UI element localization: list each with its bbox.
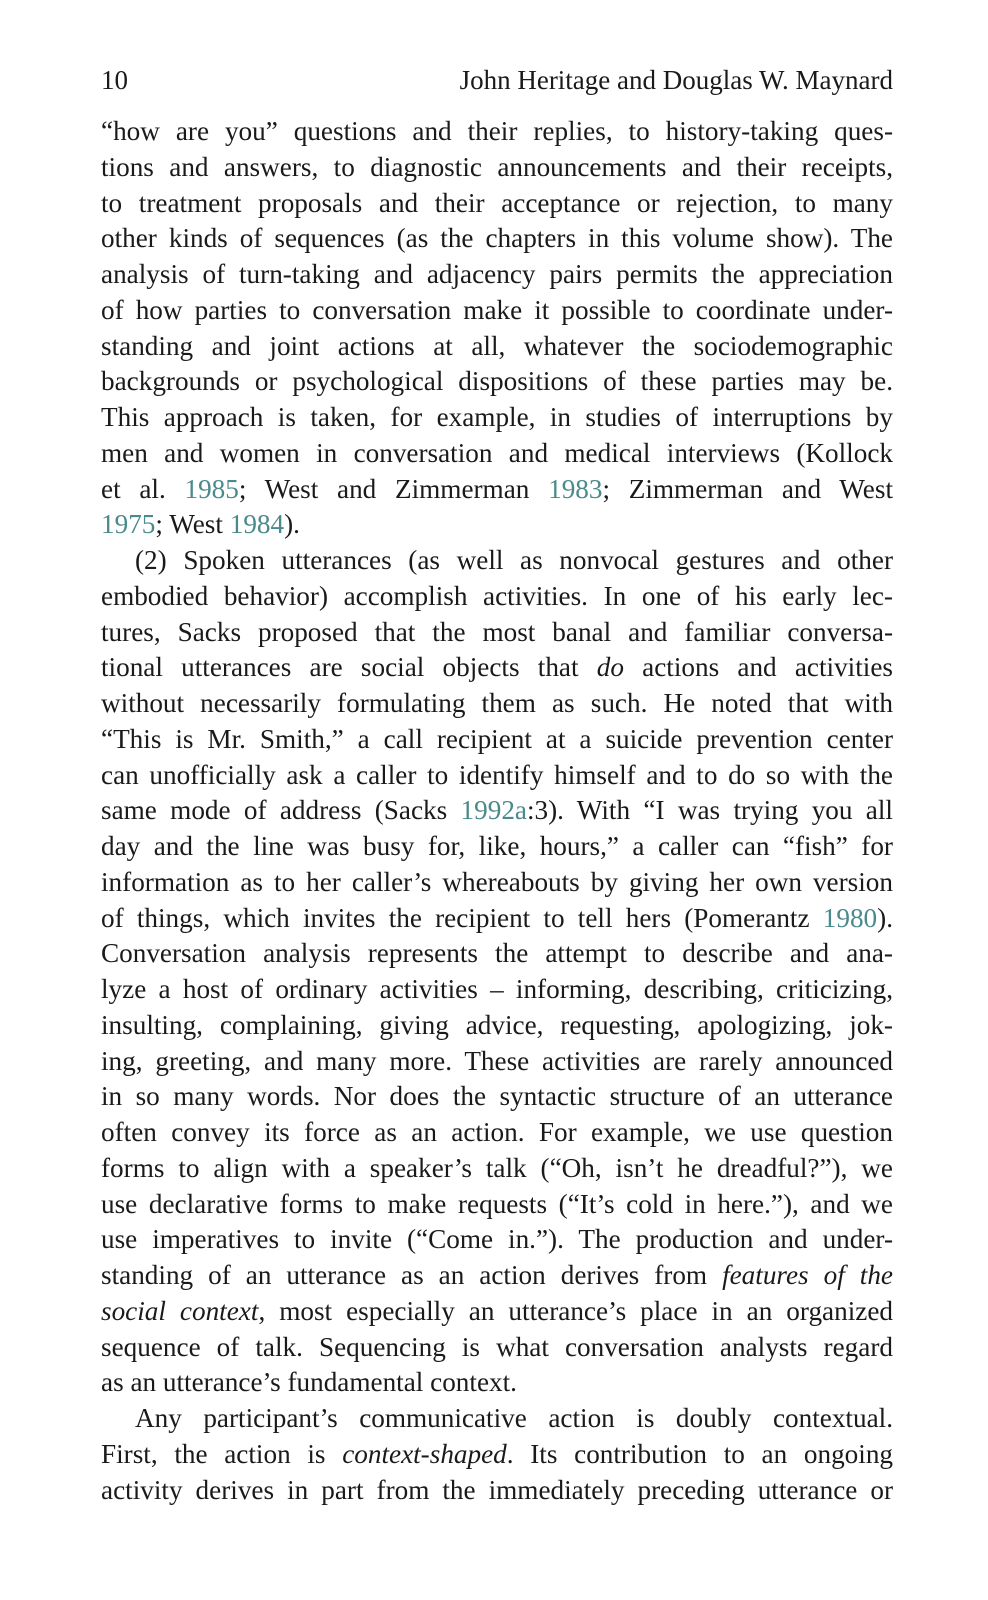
text-line: sequence of talk. Sequencing is what conversation analysts regard: [101, 1331, 893, 1362]
citation-link[interactable]: 1983: [548, 473, 603, 504]
text-line: embodied behavior) accomplish activities. In one of his early lec-: [101, 580, 893, 611]
text-line: et al. 1985; West and Zimmerman 1983; Zimmerman and West: [101, 473, 893, 504]
text-line: in so many words. Nor does the syntactic structure of an utterance: [101, 1081, 893, 1112]
text-line: Any participant’s communicative action is doubly contextual.: [135, 1403, 893, 1433]
text-line: can unofficially ask a caller to identify himself and to do so with the: [101, 759, 893, 790]
citation-link[interactable]: 1984: [229, 509, 285, 540]
text-line: tions and answers, to diagnostic announcements and their receipts,: [101, 151, 893, 182]
text-line: backgrounds or psychological dispositions of these parties may be.: [101, 366, 893, 397]
text-line: analysis of turn-taking and adjacency pairs permits the appreciation: [101, 259, 893, 289]
text-line: activity derives in part from the immediately preceding utterance or: [101, 1474, 893, 1505]
text-line: standing of an utterance as an action derives from features of the: [101, 1260, 893, 1290]
text-line: ing, greeting, and many more. These activities are rarely announced: [101, 1045, 893, 1076]
italic-text: social context: [101, 1295, 259, 1326]
citation-link[interactable]: 1975: [101, 509, 156, 540]
book-page: [101, 62, 893, 1508]
italic-text: context-shaped: [342, 1438, 507, 1469]
citation-link[interactable]: 1980: [822, 902, 878, 933]
text-line: of things, which invites the recipient to tell hers (Pomerantz 1980).: [101, 902, 893, 933]
text-line: insulting, complaining, giving advice, requesting, apologizing, jok-: [101, 1009, 893, 1040]
text-line: standing and joint actions at all, whatever the sociodemographic: [101, 330, 893, 361]
text-line: of how parties to conversation make it possible to coordinate under-: [101, 294, 893, 325]
text-line: other kinds of sequences (as the chapters in this volume show). The: [101, 223, 893, 254]
running-title: John Heritage and Douglas W. Maynard: [459, 65, 893, 95]
text-line: often convey its force as an action. For example, we use question: [101, 1117, 893, 1147]
citation-link[interactable]: 1992a: [460, 795, 527, 826]
text-line: First, the action is context-shaped. Its contribution to an ongoing: [101, 1438, 893, 1469]
text-line: lyze a host of ordinary activities – informing, describing, criticizing,: [101, 974, 893, 1004]
text-line: “how are you” questions and their replies, to history-taking ques-: [101, 116, 893, 146]
text-line: tional utterances are social objects that do actions and activities: [101, 652, 893, 683]
text-line: This approach is taken, for example, in studies of interruptions by: [101, 402, 893, 432]
text-line: forms to align with a speaker’s talk (“Oh, isn’t he dreadful?”), we: [101, 1152, 893, 1183]
running-header: [101, 62, 893, 106]
text-line: as an utterance’s fundamental context.: [101, 1367, 517, 1398]
text-line: day and the line was busy for, like, hours,” a caller can “fish” for: [101, 831, 893, 861]
italic-text: do: [596, 652, 624, 683]
text-line: use declarative forms to make requests (“It’s cold in here.”), and we: [101, 1188, 893, 1219]
text-line: to treatment proposals and their acceptance or rejection, to many: [101, 187, 893, 218]
text-line: tures, Sacks proposed that the most banal and familiar conversa-: [101, 616, 893, 647]
italic-text: features of the: [722, 1260, 893, 1290]
text-line: social context, most especially an utterance’s place in an organized: [101, 1295, 893, 1326]
text-line: “This is Mr. Smith,” a call recipient at a suicide prevention center: [101, 723, 893, 754]
text-line: same mode of address (Sacks 1992a:3). With “I was trying you all: [101, 795, 893, 826]
text-line: without necessarily formulating them as such. He noted that with: [101, 688, 893, 718]
text-line: information as to her caller’s whereabouts by giving her own version: [101, 866, 893, 897]
text-line: (2) Spoken utterances (as well as nonvocal gestures and other: [135, 545, 893, 575]
text-line: use imperatives to invite (“Come in.”). The production and under-: [101, 1224, 893, 1255]
text-line: 1975; West 1984).: [101, 509, 300, 540]
citation-link[interactable]: 1985: [184, 473, 239, 504]
text-line: Conversation analysis represents the attempt to describe and ana-: [101, 938, 893, 969]
body-text: [101, 114, 893, 1508]
page-number: 10: [101, 65, 128, 95]
text-line: men and women in conversation and medical interviews (Kollock: [101, 437, 893, 468]
